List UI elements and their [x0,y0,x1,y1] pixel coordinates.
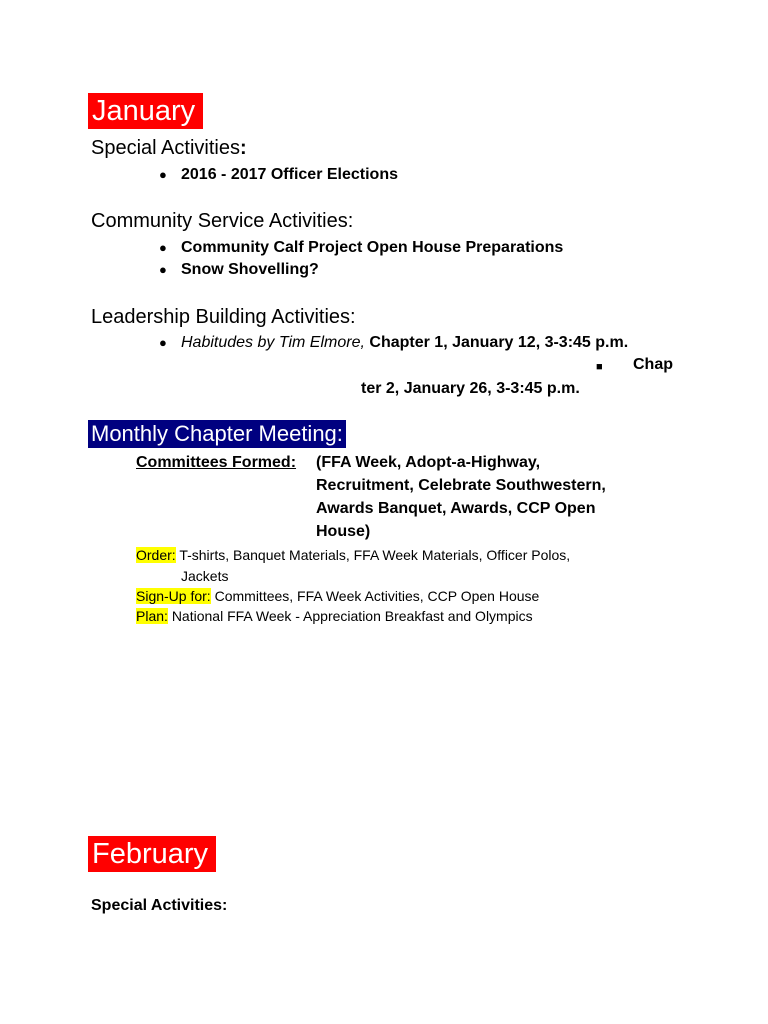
list-item: Community Calf Project Open House Preparations [181,239,564,256]
chapter-2-text-end: ter 2, January 26, 3-3:45 p.m. [361,380,580,397]
committees-line: Recruitment, Celebrate Southwestern, [316,477,606,494]
chapter-1-text: Chapter 1, January 12, 3-3:45 p.m. [369,334,629,351]
leadership-building-heading: Leadership Building Activities: [91,306,356,328]
committees-line: House) [316,523,371,540]
bullet-icon: ● [159,240,167,255]
monthly-meeting-heading: Monthly Chapter Meeting: [88,420,346,448]
community-service-heading: Community Service Activities: [91,210,354,232]
book-comma: , [360,334,365,351]
order-text: T-shirts, Banquet Materials, FFA Week Materials, Officer Polos, [179,547,571,563]
bullet-icon: ● [159,167,167,182]
order-row [136,545,570,565]
committees-line: Awards Banquet, Awards, CCP Open [316,500,596,517]
signup-row [136,586,539,606]
plan-label: Plan: [136,608,168,624]
committees-line: (FFA Week, Adopt-a-Highway, [316,454,541,471]
committees-label [136,452,296,474]
special-activities-heading-text: Special Activities [91,137,240,159]
bullet-icon: ● [159,335,167,350]
plan-text: National FFA Week - Appreciation Breakfast and Olympics [171,608,533,624]
bullet-icon: ● [159,262,167,277]
square-bullet-icon: ■ [596,361,603,373]
plan-row [136,606,533,626]
signup-label: Sign-Up for: [136,588,211,604]
special-activities-heading-colon: : [239,137,247,159]
signup-text: Committees, FFA Week Activities, CCP Open House [214,588,540,604]
february-special-activities-heading: Special Activities: [91,897,228,914]
special-activities-heading [91,136,247,160]
chapter-2-text-start: Chap [633,356,673,373]
order-text-continued: Jackets [181,568,229,584]
leadership-item [181,332,628,354]
month-heading-february: February [88,836,216,872]
order-label: Order: [136,547,176,563]
committees-label-text: Committees Formed: [136,454,297,471]
book-title: Habitudes by Tim Elmore [181,334,361,351]
list-item: 2016 - 2017 Officer Elections [181,166,398,183]
month-heading-january: January [88,93,203,129]
list-item: Snow Shovelling? [181,261,319,278]
